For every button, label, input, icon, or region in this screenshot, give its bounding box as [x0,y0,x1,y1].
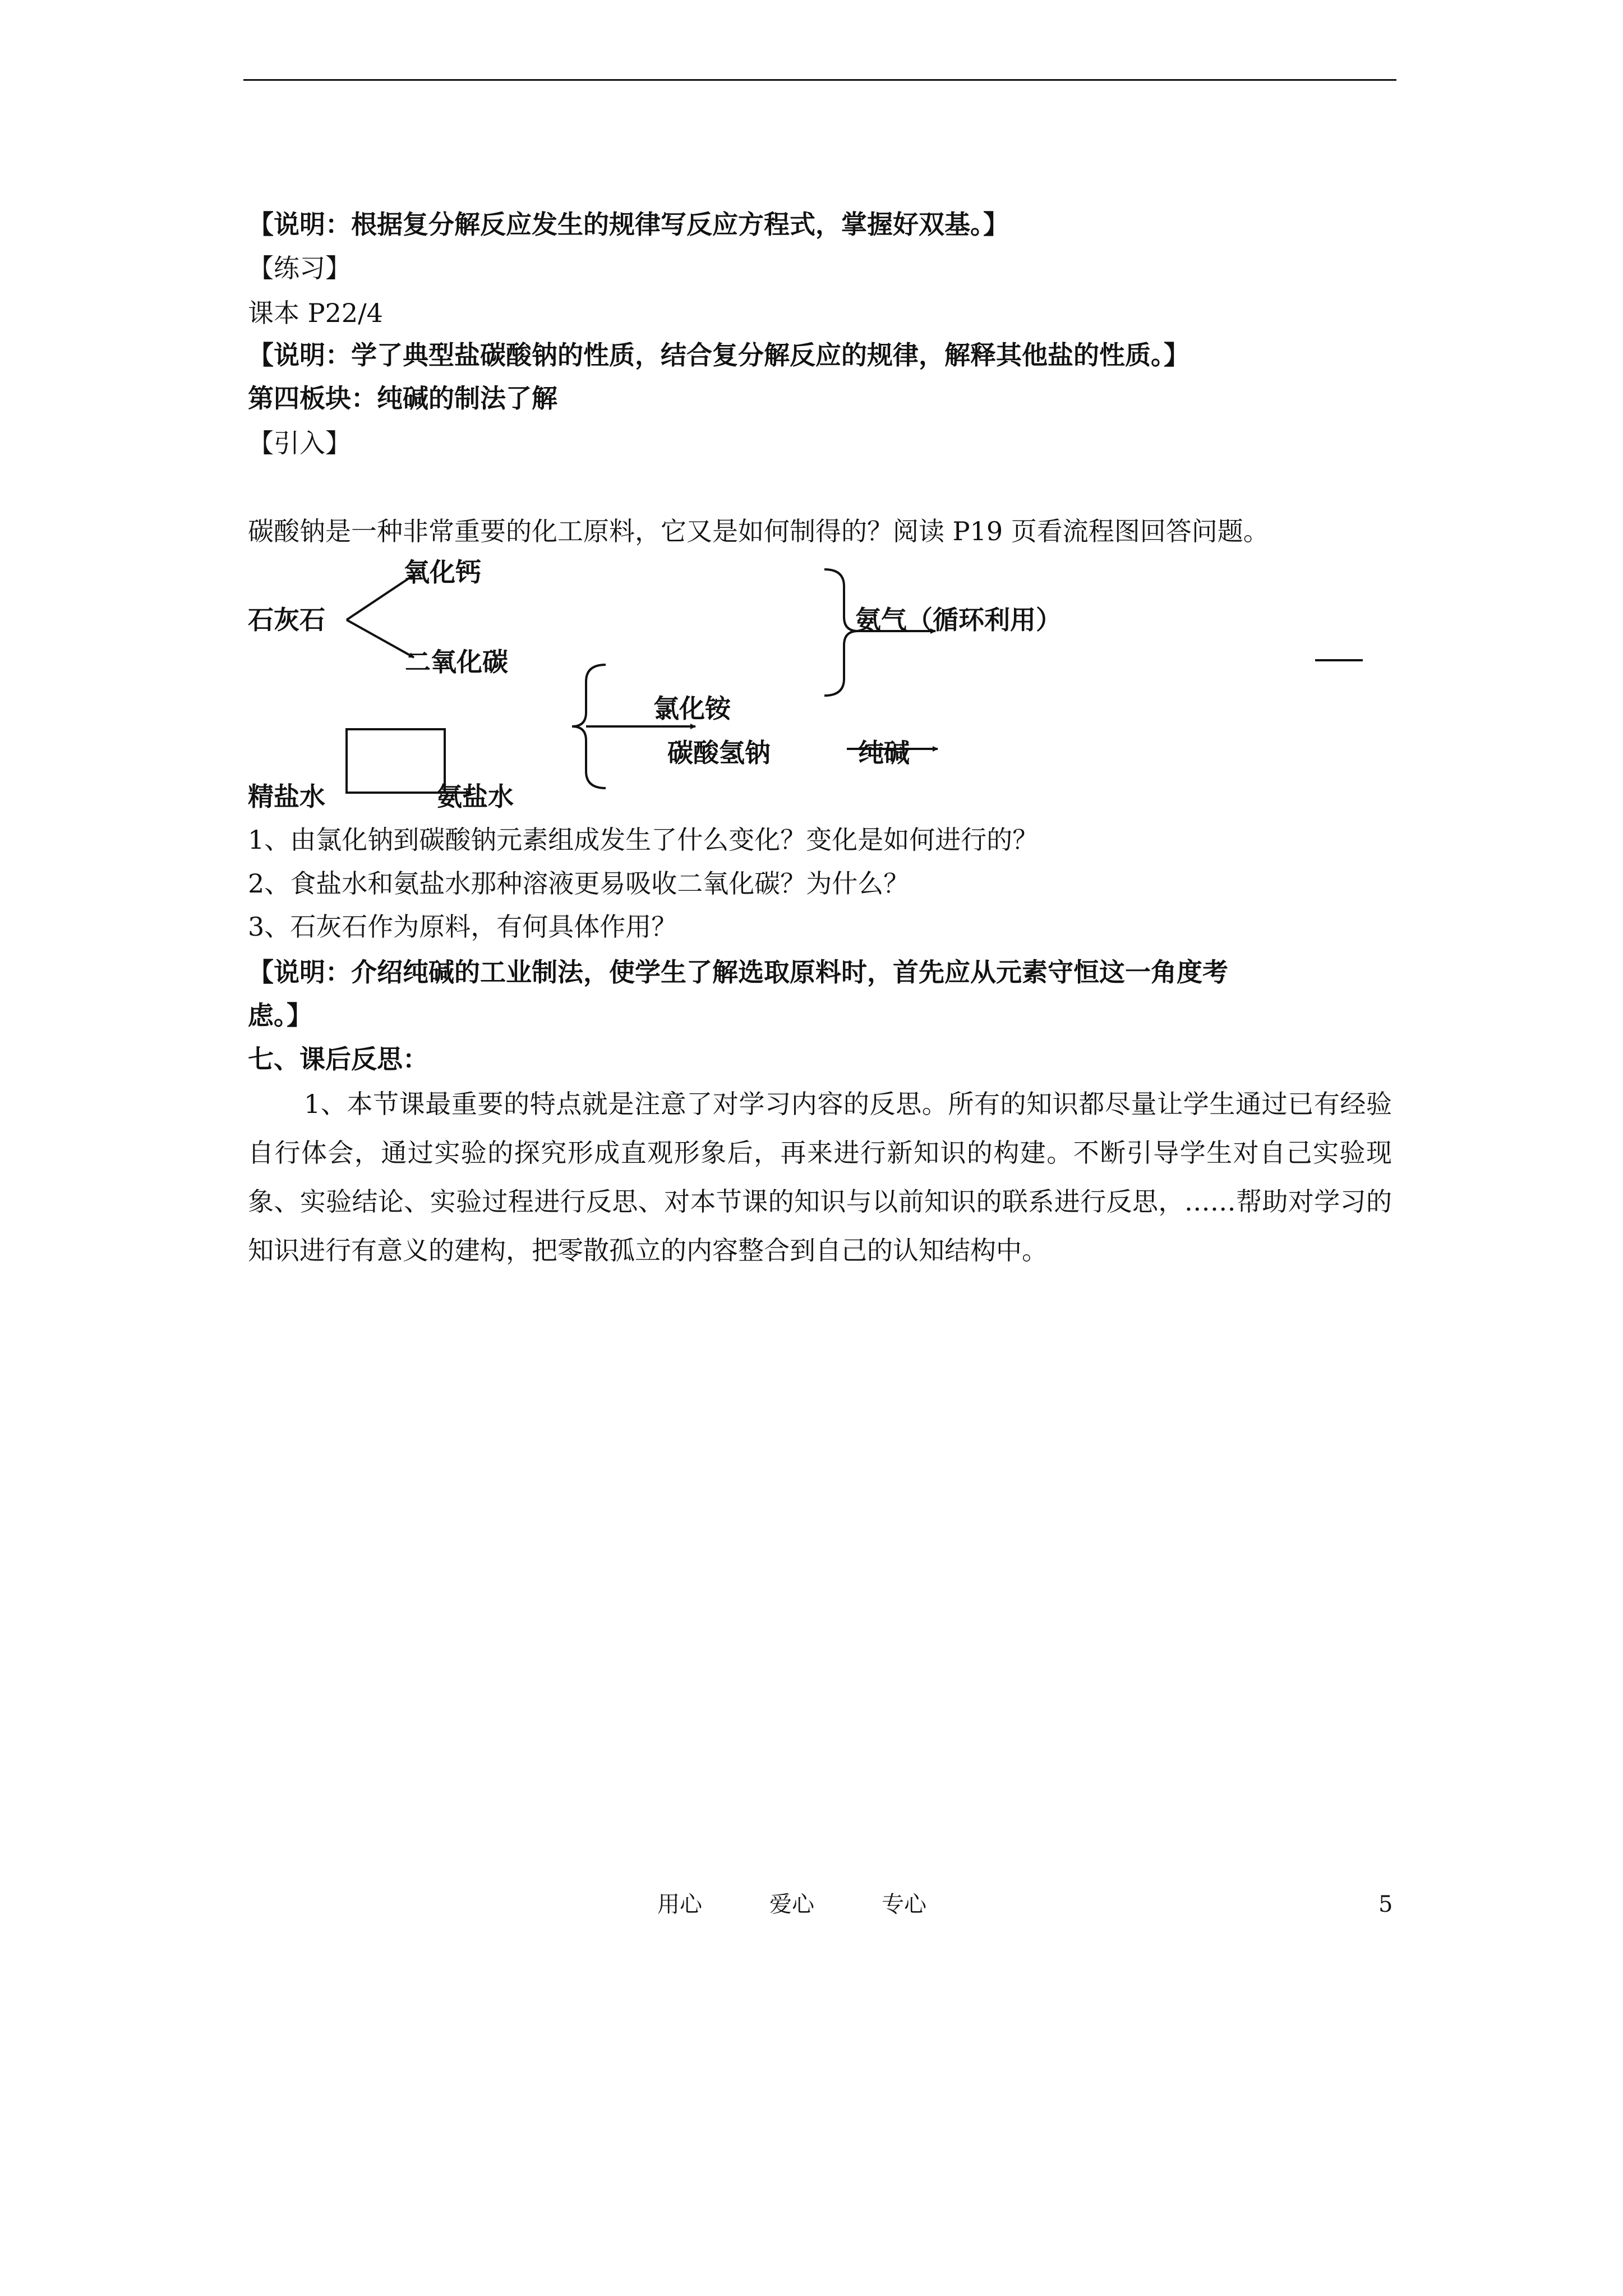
exercise-heading: 【练习】 [248,253,351,283]
intro-heading: 【引入】 [248,428,351,458]
label-ammonia-recycle: 氨气（循环利用） [855,605,1062,635]
label-calcium-oxide: 氧化钙 [404,557,481,587]
textbook-reference: 课本 P22/4 [248,298,383,328]
label-ammonium-chloride: 氯化铵 [653,693,731,724]
label-carbon-dioxide: 二氧化碳 [405,647,508,677]
footer-motto-1: 用心 [657,1892,702,1917]
reflection-paragraph: 1、本节课最重要的特点就是注意了对学习内容的反思。所有的知识都尽量让学生通过已有经验自行体会，通过实验的探究形成直观形象后，再来进行新知识的构建。不断引导学生对自己实验现象、实验结论、实验过程进行反思、对本节课的知识与以前知识的联系进行反思，……帮助对学习的知识进行有意义的建构，把零散孤立的内容整合到自己的认知结构中。 [248,1089,1392,1266]
label-limestone: 石灰石 [248,605,325,635]
footer-motto-2: 爱心 [769,1892,814,1917]
footer-motto-3: 专心 [882,1892,926,1917]
arrow-to-carbon-dioxide [347,620,414,657]
question-1: 1、由氯化钠到碳酸钠元素组成发生了什么变化？变化是如何进行的？ [248,825,1039,855]
brace-recycle [824,569,858,696]
question-3: 3、石灰石作为原料，有何具体作用？ [248,912,677,942]
label-refined-brine: 精盐水 [248,781,325,812]
question-2: 2、食盐水和氨盐水那种溶液更易吸收二氧化碳？为什么？ [248,868,910,899]
note-3-line-2: 虑。】 [248,1000,312,1030]
label-soda-ash: 纯碱 [858,738,910,768]
label-sodium-bicarbonate: 碳酸氢钠 [667,738,771,768]
question-intro: 碳酸钠是一种非常重要的化工原料，它又是如何制得的？阅读 P19 页看流程图回答问题。 [248,516,1269,546]
process-box [347,729,445,793]
section-4-heading: 第四板块：纯碱的制法了解 [248,383,557,413]
section-7-heading: 七、课后反思： [248,1044,428,1074]
note-1: 【说明：根据复分解反应发生的规律写反应方程式，掌握好双基。】 [248,209,1009,240]
label-ammonia-brine: 氨盐水 [436,781,514,812]
page-number: 5 [1378,1892,1393,1917]
note-3-line-1: 【说明：介绍纯碱的工业制法，使学生了解选取原料时，首先应从元素守恒这一角度考 [248,957,1228,987]
note-2: 【说明：学了典型盐碳酸钠的性质，结合复分解反应的规律，解释其他盐的性质。】 [248,340,1189,370]
